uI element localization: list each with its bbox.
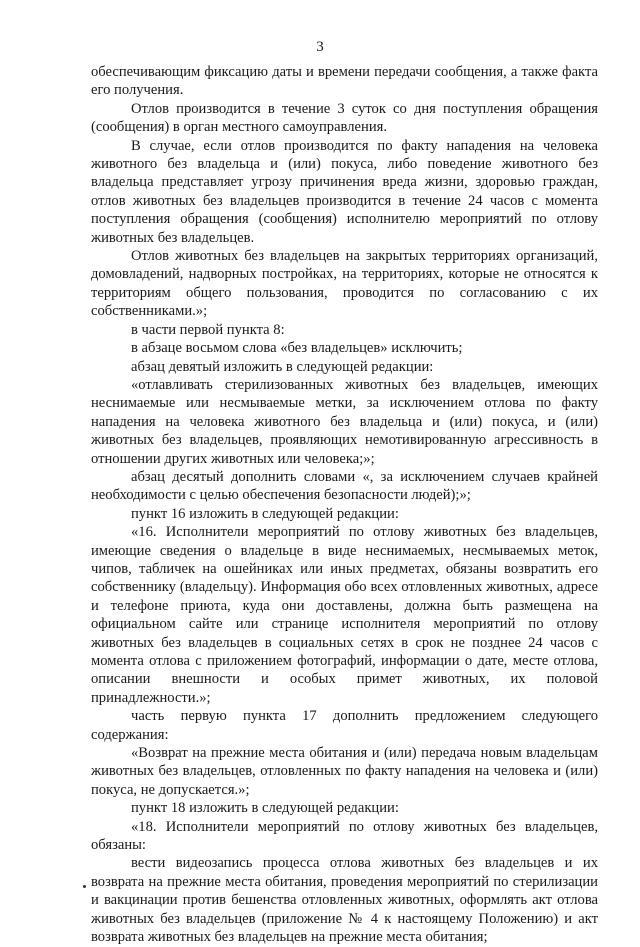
paragraph: пункт 16 изложить в следующей редакции: <box>131 505 399 522</box>
paragraph: Отлов животных без владельцев на закрытых территориях организаций, домовладений, надворных постройках, на территориях, которые не относятся к территориям общего пользования, проводится по согласованию с их собственниками.»; <box>91 248 598 320</box>
paragraph: абзац десятый дополнить словами «, за исключением случаев крайней необходимости с целью обеспечения безопасности людей);»; <box>91 468 598 504</box>
paragraph: «18. Исполнители мероприятий по отлову животных без владельцев, обязаны: <box>91 818 598 854</box>
paragraph: В случае, если отлов производится по факту нападения на человека животного без владельца и (или) покуса, либо поведение животного без владельца представляет угрозу причинения вреда жизни, здоровью граждан, отлов животных без владельцев производится в течение 24 часов с момента поступления обращения (сообщения) исполнителю мероприятий по отлову животных без владельцев. <box>91 137 598 246</box>
paragraph: часть первую пункта 17 дополнить предложением следующего содержания: <box>91 708 598 743</box>
paragraph: в части первой пункта 8: <box>131 321 285 338</box>
paragraph: обеспечивающим фиксацию даты и времени передачи сообщения, а также факта его получения. <box>91 64 598 99</box>
paragraph: «Возврат на прежние места обитания и (или) передача новым владельцам животных без владельцев, отловленных по факту нападения на человека и (или) покуса, не допускается.»; <box>91 745 598 798</box>
page-number: 3 <box>316 39 324 55</box>
paragraph: Отлов производится в течение 3 суток со дня поступления обращения (сообщения) в орган местного самоуправления. <box>91 100 598 136</box>
document-body <box>91 63 598 947</box>
paragraph: «отлавливать стерилизованных животных без владельцев, имеющих неснимаемые или несмываемые метки, за исключением отлова по факту нападения на человека животного без владельца и (или) покуса, и (или) животных без владельцев, проявляющих немотивированную агрессивность в отношении других животных или человека;»; <box>91 376 598 467</box>
paragraph: пункт 18 изложить в следующей редакции: <box>131 800 399 817</box>
paragraph: в абзаце восьмом слова «без владельцев» исключить; <box>131 340 463 357</box>
paragraph: абзац девятый изложить в следующей редакции: <box>131 358 434 375</box>
paragraph: вести видеозапись процесса отлова животных без владельцев и их возврата на прежние места обитания, проведения мероприятий по стерилизации и вакцинации против бешенства отловленных животных, оформлять акт отлова животных без владельцев (приложение № 4 к настоящему Положению) и акт возврата животных без владельцев на прежние места обитания; <box>91 855 598 946</box>
scan-mark <box>83 885 86 888</box>
paragraph: «16. Исполнители мероприятий по отлову животных без владельцев, имеющие сведения о владельце в виде неснимаемых, несмываемых меток, чипов, табличек на ошейниках или иных предметах, обязаны возвратить его собственнику (владельцу). Информация обо всех отловленных животных, адресе и телефоне приюта, куда они доставлены, должна быть размещена на официальном сайте или странице исполнителя мероприятий по отлову животных без владельцев в социальных сетях в срок не позднее 24 часов с момента отлова с приложением фотографий, информации о дате, месте отлова, описании внешности и особых примет животных, их половой принадлежности.»; <box>91 524 598 706</box>
